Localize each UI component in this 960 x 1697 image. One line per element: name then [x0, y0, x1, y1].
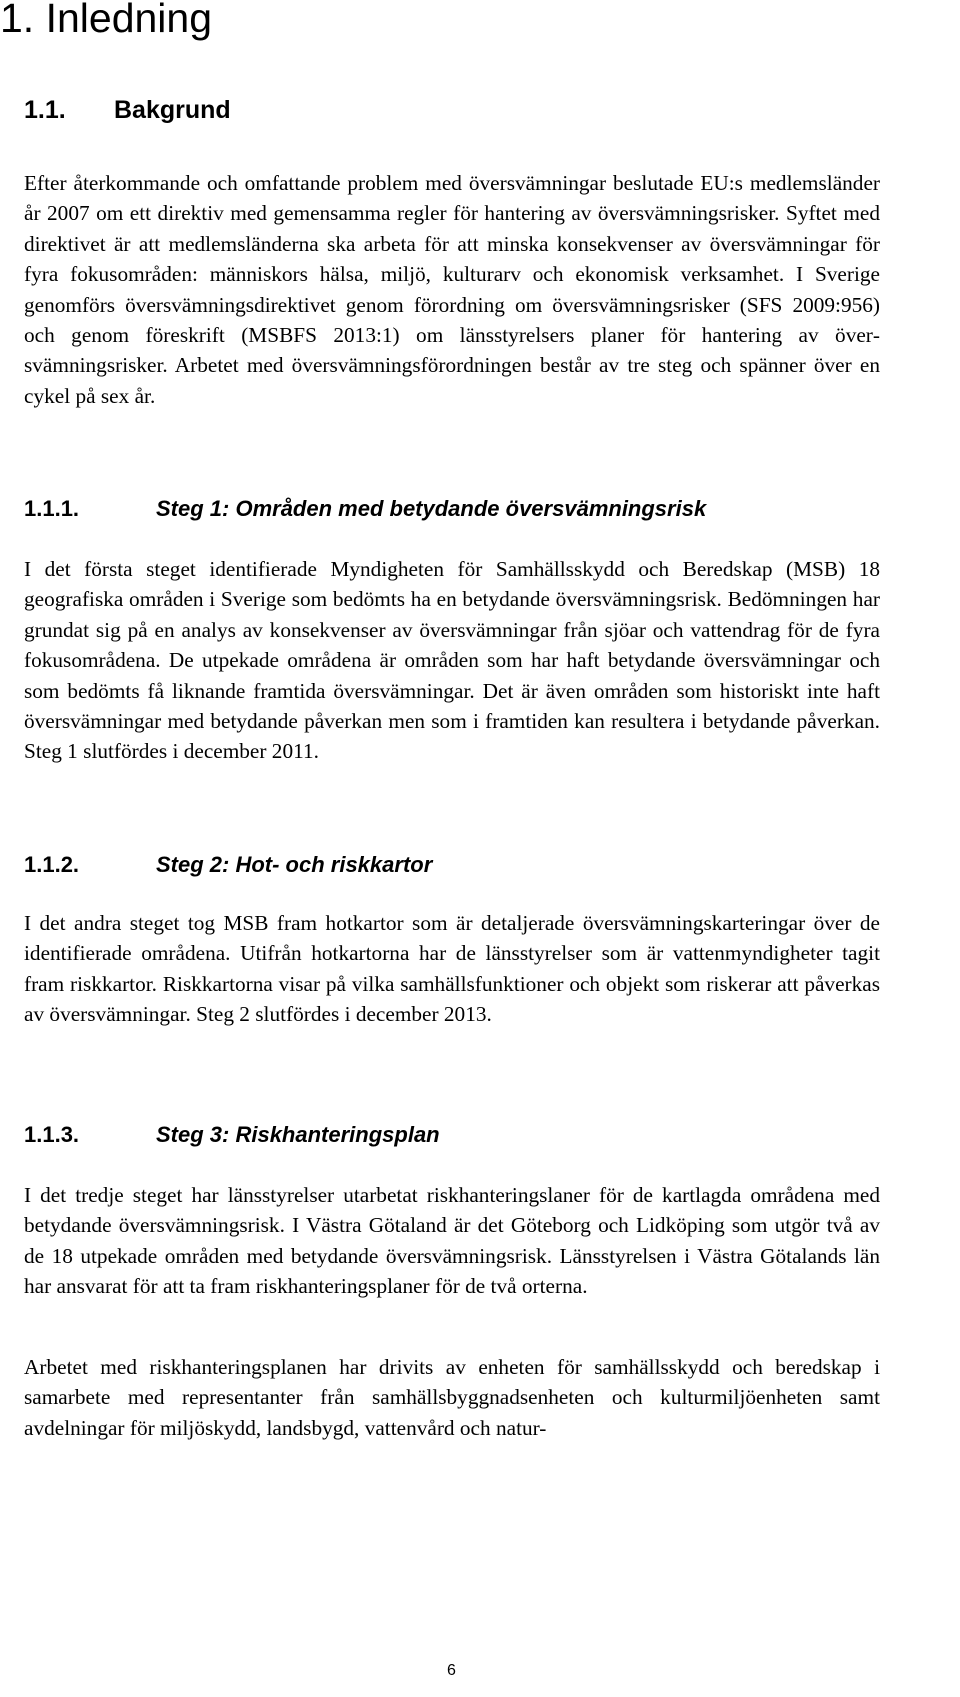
subsection-paragraph: I det tredje steget har länsstyrelser utarbetat riskhanteringslaner för de kartlagda områdena med betydande översvämningsrisk. I Västra Götaland är det Göteborg och Lidköping som utgör två av de 18 utpekade områden med betydande översvämningsrisk. Länsstyrelsen i Västra Götalands län har ansvarat för att ta fram riskhanteringsplaner för de två orterna.	[24, 1183, 880, 1299]
section-title: Bakgrund	[114, 96, 231, 124]
subsection-heading-2	[24, 852, 924, 882]
subsection-title: Steg 3: Riskhanteringsplan	[156, 1122, 440, 1147]
subsection-paragraph-continued: Arbetet med riskhanteringsplanen har drivits av enheten för samhällsskydd och beredskap i samarbete med representanter från samhällsbyggnadsenheten och kulturmiljöenheten samt avdelningar för miljöskydd, landsbygd, vattenvård och natur-	[24, 1355, 880, 1440]
subsection-paragraph: I det första steget identifierade Myndigheten för Samhällsskydd och Beredskap (MSB) 18 geografiska områden i Sverige som bedömts ha en betydande översvämningsrisk. Bedömningen har grundat sig på en analys av konsekvenser av översvämningar från sjöar och vattendrag för de fyra fokusområdena. De utpekade områdena är områden som har haft betydande översvämningar och som bedömts få liknande framtida översvämningar. Det är även områden som historiskt inte haft översvämningar med betydande påverkan men som i framtiden kan resultera i betydande påverkan. Steg 1 slutfördes i december 2011.	[24, 557, 880, 764]
subsection-title: Steg 2: Hot- och riskkartor	[156, 852, 433, 877]
intro-paragraph: Efter återkommande och omfattande problem med översvämningar beslutade EU:s medlemsländer år 2007 om ett direktiv med gemensamma regler för hantering av översvämningsrisker. Syftet med direktivet är att medlemsländerna ska arbeta för att minska konsekvenser av översvämningar för fyra fokusområden: människors hälsa, miljö, kulturarv och ekonomisk verksamhet. I Sverige genomförs översvämningsdirektivet genom förordning om översvämningsrisker (SFS 2009:956) och genom föreskrift (MSBFS 2013:1) om länsstyrelsers planer för hantering av översvämningsrisker. Arbetet med översvämningsförordningen består av tre steg och spänner över en cykel på sex år.	[24, 171, 880, 408]
subsection-number: 1.1.1.	[24, 496, 80, 521]
section-number: 1.1.	[24, 96, 66, 124]
section-heading	[24, 96, 924, 126]
subsection-number: 1.1.3.	[24, 1122, 80, 1147]
page-number: 6	[447, 1662, 456, 1679]
subsection-heading-1	[24, 496, 924, 526]
chapter-heading: 1. Inledning	[0, 0, 213, 41]
subsection-number: 1.1.2.	[24, 852, 80, 877]
subsection-paragraph: I det andra steget tog MSB fram hotkartor som är detaljerade översvämningskarteringar över de identifierade områdena. Utifrån hotkartorna har de länsstyrelser som är vattenmyndigheter tagit fram riskkartor. Riskkartorna visar på vilka samhällsfunktioner och objekt som riskerar att påverkas av översvämningar. Steg 2 slutfördes i december 2013.	[24, 911, 880, 1027]
subsection-heading-3	[24, 1122, 924, 1152]
subsection-title: Steg 1: Områden med betydande översvämningsrisk	[156, 496, 707, 521]
